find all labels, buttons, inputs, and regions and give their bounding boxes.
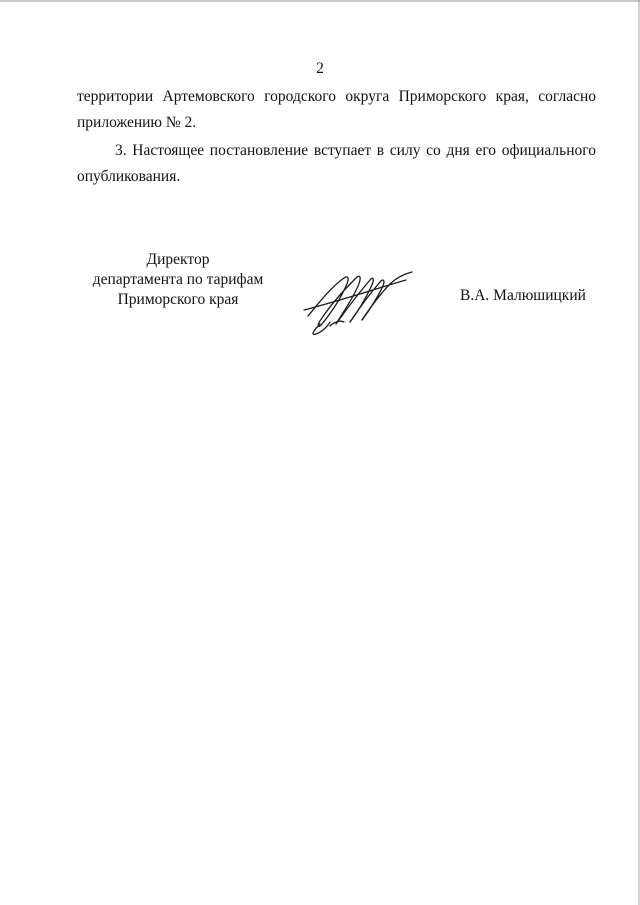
signatory-title-line-2: департамента по тарифам <box>92 271 264 288</box>
paragraph-territory <box>77 84 596 136</box>
paragraph-effective-date-line-1: 3. Настоящее постановление вступает в силу со дня его официального <box>115 142 596 159</box>
paragraph-effective-date <box>77 138 596 190</box>
signatory-title-line-3: Приморского края <box>117 291 239 308</box>
signatory-title <box>78 250 278 310</box>
paragraph-effective-date-line-2: опубликования. <box>77 168 181 185</box>
handwritten-signature <box>300 264 420 339</box>
scan-edge-top <box>0 0 640 2</box>
signer-name: В.А. Малюшицкий <box>460 287 586 304</box>
paragraph-territory-line-1: территории Артемовского городского округа Приморского края, согласно <box>77 88 596 105</box>
signatory-title-line-1: Директор <box>146 251 210 268</box>
paragraph-territory-line-2: приложению № 2. <box>77 114 197 131</box>
page-number: 2 <box>316 60 324 77</box>
